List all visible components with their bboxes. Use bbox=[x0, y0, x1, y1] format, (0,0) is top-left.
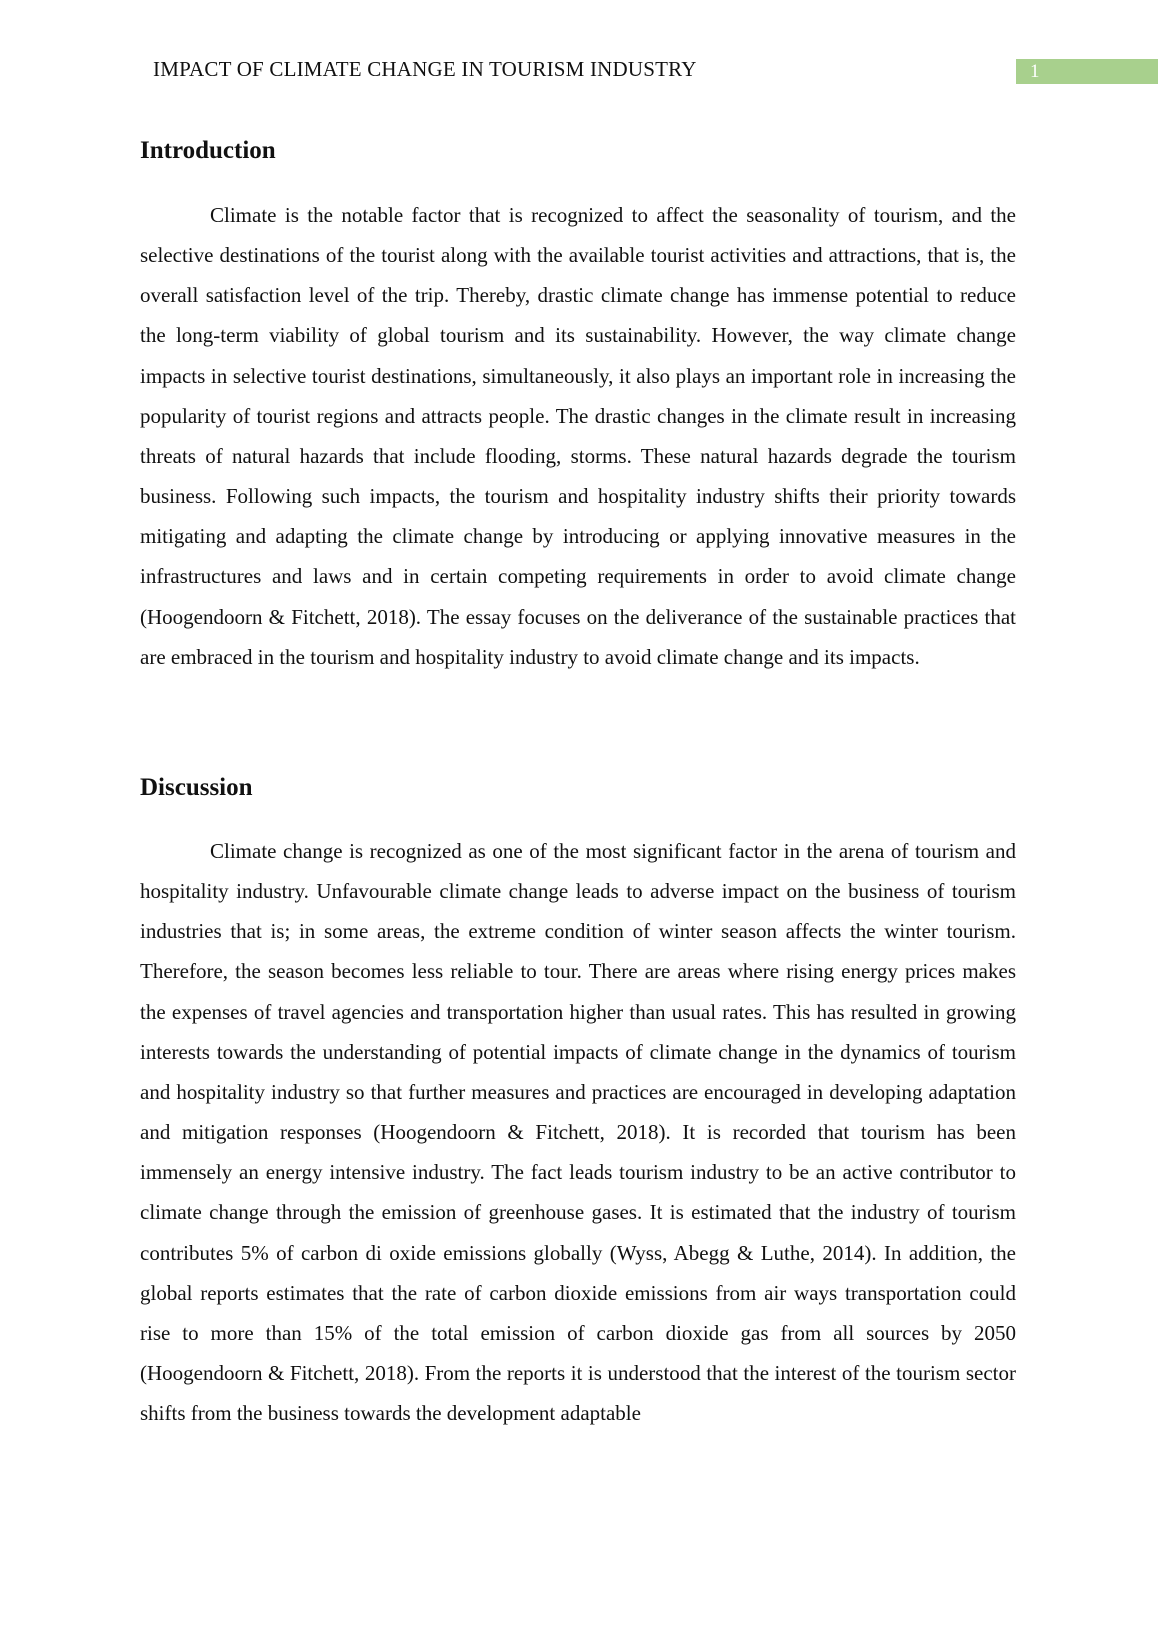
discussion-paragraph: Climate change is recognized as one of the most significant factor in the arena of tourism and hospitality industry. Unfavourable climate change leads to adverse impact on the business of tourism industries that is; in some areas, the extreme condition of winter season affects the winter tourism. Therefore, the season becomes less reliable to tour. There are areas where rising energy prices makes the expenses of travel agencies and transportation higher than usual rates. This has resulted in growing interests towards the understanding of potential impacts of climate change in the dynamics of tourism and hospitality industry so that further measures and practices are encouraged in developing adaptation and mitigation responses (Hoogendoorn & Fitchett, 2018). It is recorded that tourism has been immensely an energy intensive industry. The fact leads tourism industry to be an active contributor to climate change through the emission of greenhouse gases. It is estimated that the industry of tourism contributes 5% of carbon di oxide emissions globally (Wyss, Abegg & Luthe, 2014). In addition, the global reports estimates that the rate of carbon dioxide emissions from air ways transportation could rise to more than 15% of the total emission of carbon dioxide gas from all sources by 2050 (Hoogendoorn & Fitchett, 2018). From the reports it is understood that the interest of the tourism sector shifts from the business towards the development adaptable bbox=[140, 839, 1016, 1426]
page-number: 1 bbox=[1016, 59, 1158, 84]
running-head: IMPACT OF CLIMATE CHANGE IN TOURISM INDUSTRY bbox=[153, 57, 697, 81]
introduction-paragraph: Climate is the notable factor that is recognized to affect the seasonality of tourism, and the selective destinations of the tourist along with the available tourist activities and attractions, that is, the overall satisfaction level of the trip. Thereby, drastic climate change has immense potential to reduce the long-term viability of global tourism and its sustainability. However, the way climate change impacts in selective tourist destinations, simultaneously, it also plays an important role in increasing the popularity of tourist regions and attracts people. The drastic changes in the climate result in increasing threats of natural hazards that include flooding, storms. These natural hazards degrade the tourism business. Following such impacts, the tourism and hospitality industry shifts their priority towards mitigating and adapting the climate change by introducing or applying innovative measures in the infrastructures and laws and in certain competing requirements in order to avoid climate change (Hoogendoorn & Fitchett, 2018). The essay focuses on the deliverance of the sustainable practices that are embraced in the tourism and hospitality industry to avoid climate change and its impacts. bbox=[140, 203, 1016, 669]
discussion-heading: Discussion bbox=[140, 774, 253, 801]
introduction-heading: Introduction bbox=[140, 137, 276, 164]
